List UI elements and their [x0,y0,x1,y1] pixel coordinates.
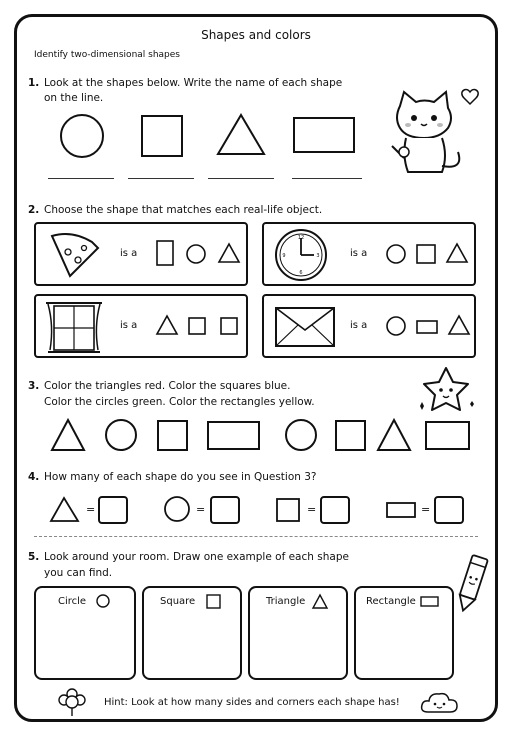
envelope-icon [274,306,338,350]
q2-window-card [34,294,248,358]
card-label-triangle: Triangle [266,596,306,607]
q1-circle-shape [58,112,108,162]
q1-number: 1. [28,77,40,89]
square-count-box[interactable] [320,496,350,524]
triangle-drawing-card[interactable] [248,586,348,680]
q4-number: 4. [28,471,40,483]
cloud-icon [420,690,460,716]
equals-sign: = [86,503,96,516]
answer-line-4[interactable] [292,178,362,179]
square-drawing-card[interactable] [142,586,242,680]
svg-text:9: 9 [282,253,286,259]
svg-text:12: 12 [297,235,305,241]
equals-sign: = [421,503,431,516]
q3-triangle-shape[interactable] [376,418,416,454]
is-a-label: is a [120,248,138,259]
card-label-square: Square [160,596,196,607]
rectangle-count-box[interactable] [434,496,464,524]
q4-triangle-icon [50,496,82,524]
triangle-choice-option[interactable] [448,315,472,337]
answer-line-2[interactable] [128,178,194,179]
answer-line-3[interactable] [208,178,274,179]
q3-circle-shape[interactable] [104,418,140,454]
section-divider [34,536,478,537]
q1-text-line2: on the line. [44,92,104,104]
svg-text:3: 3 [316,253,320,259]
q1-square-shape [140,114,186,160]
flower-icon [58,688,88,718]
square-hint-icon [206,594,222,610]
q3-number: 3. [28,380,40,392]
circle-drawing-card[interactable] [34,586,136,680]
rectangle-drawing-card[interactable] [354,586,454,680]
triangle-hint-icon [312,594,330,610]
rectangle-choice-option[interactable] [156,240,176,268]
is-a-label: is a [350,320,368,331]
circle-count-box[interactable] [210,496,240,524]
q2-number: 2. [28,204,40,216]
q5-text-line1: Look around your room. Draw one example of each shape [44,551,349,563]
q1-text-line1: Look at the shapes below. Write the name of each shape [44,77,343,89]
rectangle-choice-option[interactable] [416,320,440,336]
q3-text-line2: Color the circles green. Color the rectangles yellow. [44,396,315,408]
q3-rectangle-shape[interactable] [206,420,262,452]
is-a-label: is a [120,320,138,331]
rectangle-hint-icon [420,596,440,608]
svg-text:6: 6 [299,270,303,276]
triangle-count-box[interactable] [98,496,128,524]
card-label-rectangle: Rectangle [366,596,416,607]
equals-sign: = [307,503,317,516]
q4-square-icon [276,498,302,524]
q2-clock-card [262,222,476,286]
q3-text-line1: Color the triangles red. Color the squares blue. [44,380,291,392]
cat-icon [384,86,480,182]
q3-rectangle-shape[interactable] [424,420,472,452]
page-title: Shapes and colors [201,28,311,42]
hint-text: Hint: Look at how many sides and corners each shape has! [104,697,400,708]
pizza-slice-icon [46,232,106,278]
card-label-circle: Circle [58,596,87,607]
q1-triangle-shape [216,112,266,158]
pencil-icon [452,548,492,618]
q5-number: 5. [28,551,40,563]
is-a-label: is a [350,248,368,259]
heart-icon [462,90,478,104]
q3-square-shape[interactable] [156,419,190,453]
q4-rectangle-icon [386,502,418,520]
q3-triangle-shape[interactable] [50,418,90,454]
square-choice-option[interactable] [220,317,240,337]
q4-text: How many of each shape do you see in Question 3? [44,471,317,483]
circle-choice-option[interactable] [386,316,408,338]
q4-circle-icon [164,496,194,526]
answer-line-1[interactable] [48,178,114,179]
triangle-choice-option[interactable] [446,243,470,265]
q2-pizza-card [34,222,248,286]
q2-text: Choose the shape that matches each real-life object. [44,204,323,216]
q3-square-shape[interactable] [334,419,368,453]
triangle-choice-option[interactable] [218,243,242,265]
square-choice-option[interactable] [188,317,208,337]
circle-choice-option[interactable] [186,244,208,266]
q5-text-line2: you can find. [44,567,113,579]
page-subtitle: Identify two-dimensional shapes [34,50,180,60]
star-icon [416,366,476,416]
square-choice-option[interactable] [416,244,438,266]
clock-icon [274,228,330,284]
q1-rectangle-shape [292,116,358,156]
circle-hint-icon [96,594,112,610]
q2-envelope-card [262,294,476,358]
window-icon [44,300,106,356]
q3-circle-shape[interactable] [284,418,320,454]
triangle-choice-option[interactable] [156,315,180,337]
equals-sign: = [196,503,206,516]
circle-choice-option[interactable] [386,244,408,266]
